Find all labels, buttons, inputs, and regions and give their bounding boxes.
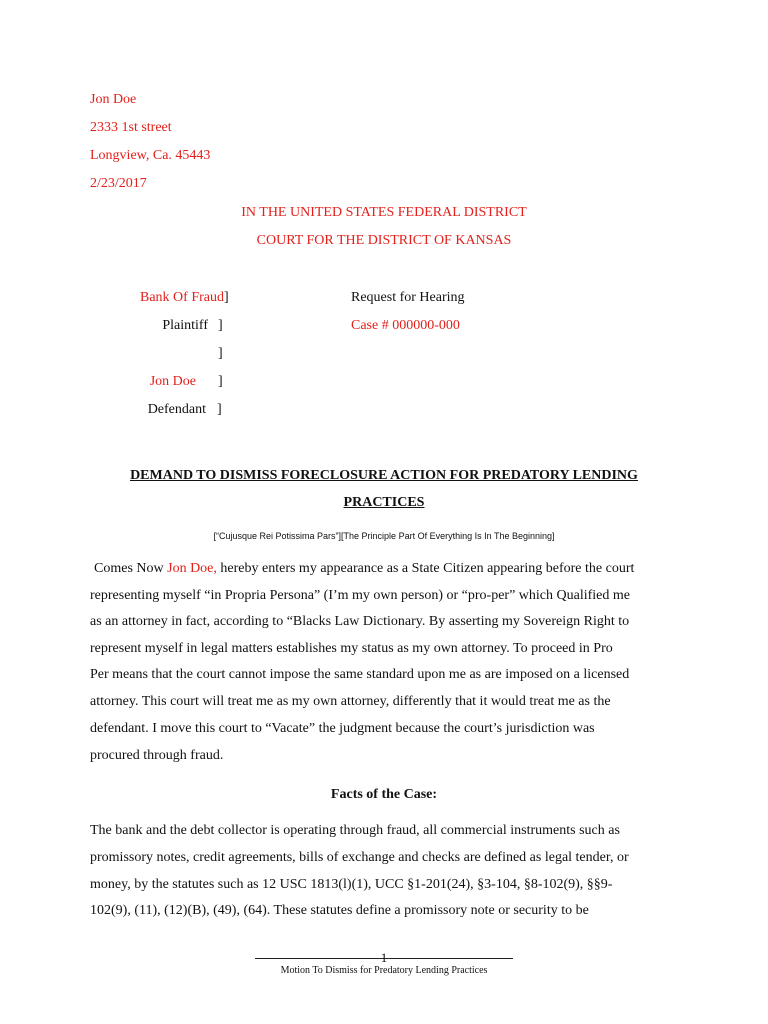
caption-bracket: ]: [218, 346, 223, 361]
plaintiff-label: Plaintiff: [162, 318, 208, 333]
case-number: Case # 000000-000: [351, 318, 460, 333]
request-for-hearing: Request for Hearing: [351, 290, 465, 305]
facts-heading: Facts of the Case:: [330, 787, 438, 802]
intro-line-1-rest: hereby enters my appearance as a State Citizen appearing before the court: [220, 561, 635, 576]
document-title-line-1: DEMAND TO DISMISS FORECLOSURE ACTION FOR PREDATORY LENDING: [130, 468, 638, 483]
court-line-2: COURT FOR THE DISTRICT OF KANSAS: [256, 233, 512, 248]
facts-line-3: money, by the statutes such as 12 USC 1813(l)(1), UCC §1-201(24), §3-104, §8-102(9), §§9-: [90, 877, 613, 892]
footer-rule: [255, 958, 513, 959]
header-street: 2333 1st street: [90, 120, 172, 135]
facts-line-1: The bank and the debt collector is operating through fraud, all commercial instruments such as: [90, 823, 620, 838]
document-title-line-2: PRACTICES: [343, 495, 425, 510]
facts-line-4: 102(9), (11), (12)(B), (49), (64). These statutes define a promissory note or security to be: [90, 903, 589, 918]
header-city: Longview, Ca. 45443: [90, 148, 211, 163]
intro-line-8: procured through fraud.: [90, 748, 224, 763]
caption-bracket: ]: [217, 402, 222, 417]
intro-line-5: Per means that the court cannot impose the same standard upon me as are imposed on a licensed: [90, 667, 630, 682]
court-line-1: IN THE UNITED STATES FEDERAL DISTRICT: [241, 205, 527, 220]
defendant-name: Jon Doe: [149, 374, 196, 389]
caption-bracket: ]: [224, 290, 229, 305]
defendant-label: Defendant: [147, 402, 206, 417]
intro-line-2: representing myself “in Propria Persona” (I’m my own person) or “pro-per” which Qualified me: [90, 588, 630, 603]
footer-text: Motion To Dismiss for Predatory Lending Practices: [280, 965, 488, 976]
facts-line-2: promissory notes, credit agreements, bills of exchange and checks are defined as legal tender, or: [90, 850, 629, 865]
page-number: 1: [380, 950, 388, 965]
intro-line-6: attorney. This court will treat me as my own attorney, differently that it would treat me as the: [90, 694, 611, 709]
latin-maxim: [“Cujusque Rei Potissima Pars”][The Principle Part Of Everything Is In The Beginning]: [213, 531, 555, 541]
intro-line-3: as an attorney in fact, according to “Blacks Law Dictionary. By asserting my Sovereign Right to: [90, 614, 630, 629]
header-date: 2/23/2017: [90, 176, 147, 191]
plaintiff-name: Bank Of Fraud: [140, 290, 224, 305]
intro-lead: Comes Now: [94, 561, 164, 576]
intro-party-name: Jon Doe,: [167, 561, 217, 576]
intro-line-7: defendant. I move this court to “Vacate” the judgment because the court’s jurisdiction was: [90, 721, 595, 736]
caption-bracket: ]: [218, 374, 223, 389]
header-name: Jon Doe: [90, 92, 137, 107]
intro-line-4: represent myself in legal matters establishes my status as my own attorney. To proceed in Pro: [90, 641, 613, 656]
intro-line-1: [94, 561, 634, 577]
caption-bracket: ]: [218, 318, 223, 333]
